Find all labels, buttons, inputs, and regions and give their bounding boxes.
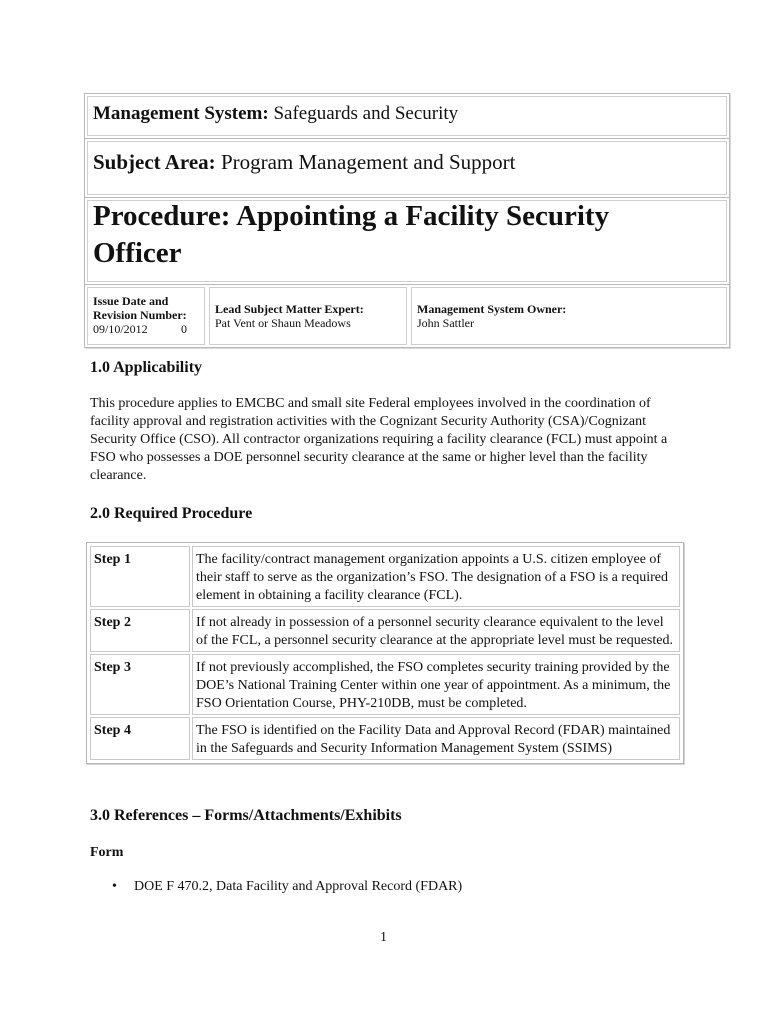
- forms-list: [112, 879, 462, 895]
- issue-date-cell: [87, 287, 205, 345]
- revision-number-value: 0: [181, 322, 187, 336]
- lead-sme-label: Lead Subject Matter Expert:: [215, 302, 364, 316]
- form-reference-text: DOE F 470.2, Data Facility and Approval Record (FDAR): [134, 879, 463, 894]
- table-row: [89, 653, 681, 716]
- management-system-text: [93, 103, 458, 125]
- steps-table: [86, 542, 684, 764]
- page-number: 1: [380, 930, 387, 945]
- step-label: Step 1: [90, 546, 190, 607]
- bullet-icon: •: [112, 879, 117, 894]
- step-label: Step 3: [90, 654, 190, 715]
- owner-cell: [411, 287, 727, 345]
- management-system-label: Management System:: [93, 103, 269, 124]
- subject-area-label: Subject Area:: [93, 150, 216, 174]
- table-row: [89, 608, 681, 653]
- owner-value: John Sattler: [417, 316, 474, 330]
- metadata-row: [85, 285, 729, 347]
- management-system-value: Safeguards and Security: [273, 103, 459, 124]
- procedure-title: Procedure: Appointing a Facility Security Officer: [93, 200, 610, 269]
- references-heading: 3.0 References – Forms/Attachments/Exhibits: [90, 807, 402, 824]
- step-label: Step 2: [90, 609, 190, 652]
- table-row: [89, 716, 681, 761]
- lead-sme-cell: [209, 287, 407, 345]
- subject-area-value: Program Management and Support: [220, 150, 516, 174]
- issue-date-label-line2: Revision Number:: [93, 308, 187, 322]
- subject-area-text: [93, 150, 515, 175]
- applicability-heading: 1.0 Applicability: [90, 359, 203, 376]
- table-row: [89, 545, 681, 608]
- step-description: If not already in possession of a personnel security clearance equivalent to the level of the FCL, a personnel security clearance at the appropriate level must be requested.: [192, 609, 680, 652]
- step-label: Step 4: [90, 717, 190, 760]
- list-item: [112, 879, 462, 895]
- applicability-paragraph: This procedure applies to EMCBC and small site Federal employees involved in the coordination of facility approval and registration activities with the Cognizant Security Authority (CSA)/Cognizant Security Office (CSO). All contractor organizations requiring a facility clearance (FCL) must appoint a FSO who possesses a DOE personnel security clearance at the same or higher level than the facility clearance.: [90, 396, 668, 483]
- owner-label: Management System Owner:: [417, 302, 567, 316]
- step-description: The facility/contract management organization appoints a U.S. citizen employee of their staff to serve as the organization’s FSO. The designation of a FSO is a required element in obtaining a facility clearance (FCL).: [192, 546, 680, 607]
- procedure-header-table: [84, 93, 730, 348]
- required-procedure-heading: 2.0 Required Procedure: [90, 505, 253, 522]
- issue-date-label-line1: Issue Date and: [93, 294, 169, 308]
- issue-date-value: 09/10/2012: [93, 322, 148, 336]
- lead-sme-value: Pat Vent or Shaun Meadows: [215, 316, 351, 330]
- step-description: If not previously accomplished, the FSO completes security training provided by the DOE’s National Training Center within one year of appointment. As a minimum, the FSO Orientation Course, PHY-210DB, must be completed.: [192, 654, 680, 715]
- step-description: The FSO is identified on the Facility Data and Approval Record (FDAR) maintained in the Safeguards and Security Information Management System (SSIMS): [192, 717, 680, 760]
- form-subheading: Form: [90, 845, 124, 860]
